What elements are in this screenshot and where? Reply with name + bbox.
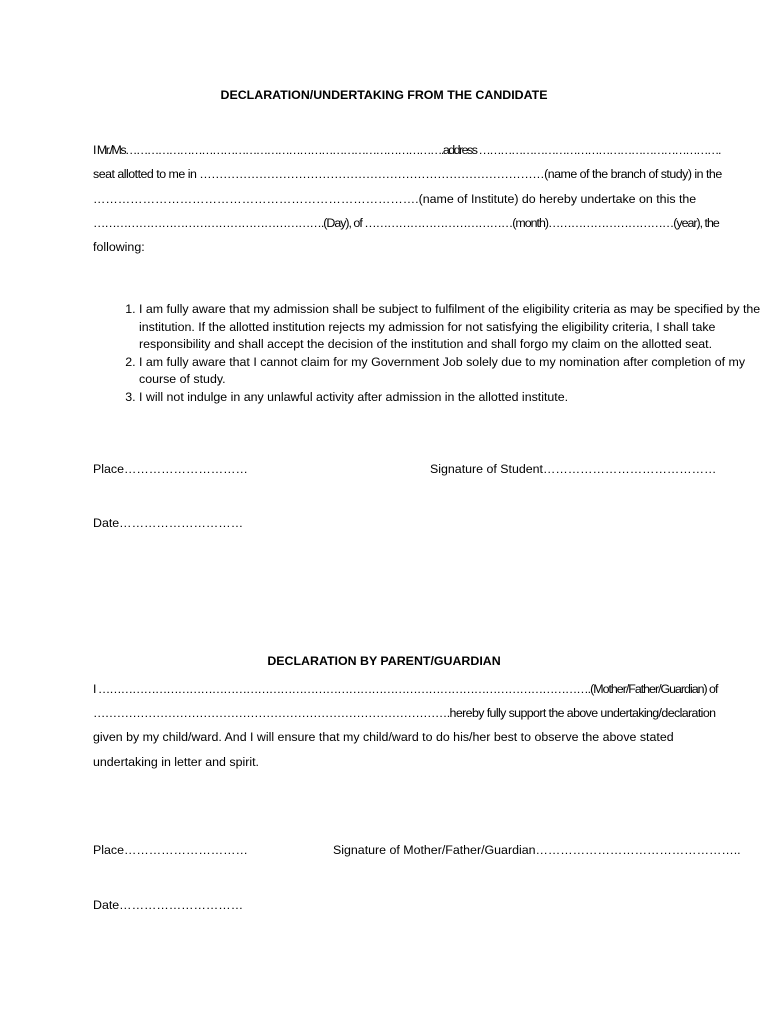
candidate-line-4: …………………………………………………….(Day), of …………………………………(month)……………………………(year), the — [93, 216, 719, 230]
guardian-line-3: given by my child/ward. And I will ensure that my child/ward to do his/her best to observe the above stated — [93, 730, 674, 744]
undertaking-item-3: 3. I will not indulge in any unlawful activity after admission in the allotted institute. — [139, 389, 768, 407]
guardian-declaration-title: DECLARATION BY PARENT/GUARDIAN — [267, 654, 501, 668]
guardian-line-4: undertaking in letter and spirit. — [93, 755, 259, 769]
undertaking-item-2: 2. I am fully aware that I cannot claim for my Government Job solely due to my nomination after completion of my course of study. — [139, 354, 768, 389]
student-signature-field: Signature of Student…………………………………… — [430, 462, 717, 476]
guardian-date-field: Date………………………… — [93, 898, 244, 912]
candidate-place-field: Place………………………… — [93, 462, 248, 476]
candidate-line-5: following: — [93, 240, 145, 254]
candidate-date-field: Date………………………… — [93, 516, 244, 530]
undertaking-item-1: 1. I am fully aware that my admission shall be subject to fulfilment of the eligibility criteria as may be specified by the institution. If the allotted institution rejects my admission for not satisfying the eligibility criteria, I shall take responsibility and shall accept the decision of the institution and shall forgo my claim on the allotted seat. — [139, 301, 768, 354]
candidate-line-1: I Mr./Ms…………………………………………………………………………….address …………………………………………………………. — [93, 143, 720, 157]
guardian-signature-field: Signature of Mother/Father/Guardian………………………………………….. — [333, 843, 741, 857]
undertaking-list — [93, 301, 768, 407]
guardian-place-field: Place………………………… — [93, 843, 248, 857]
guardian-line-2: ……………………………………………………………………………….hereby fully support the above undertaking/declaration — [93, 706, 716, 720]
candidate-line-3: …………………………………………………………………….(name of Institute) do hereby undertake on this the — [93, 192, 697, 206]
candidate-declaration-title: DECLARATION/UNDERTAKING FROM THE CANDIDATE — [220, 88, 548, 102]
guardian-line-1: I ………………………………………………………………………………………………………………….(Mother/Father/Guardian) of — [93, 682, 718, 696]
candidate-line-2: seat allotted to me in ……………………………………………………………………………(name of the branch of study) in the — [93, 167, 722, 181]
